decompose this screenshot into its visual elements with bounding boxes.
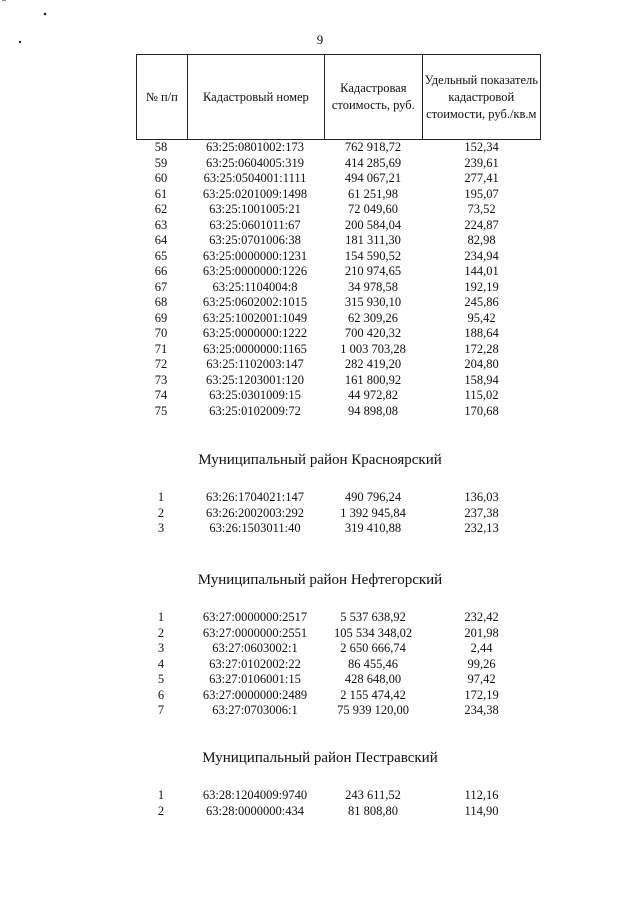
cadastral-number: 63:25:0000000:1231 (202, 248, 308, 263)
row-number: 1 (157, 788, 165, 802)
specific-value: 224,87 (464, 217, 499, 232)
header-specific-value: Удельный показатель кадастровой стоимости, руб./кв.м (422, 55, 540, 139)
cadastral-number: 63:27:0000000:2551 (202, 625, 308, 640)
cadastral-number: 63:25:1002001:1049 (202, 310, 308, 325)
row-number: 74 (154, 388, 168, 402)
specific-value: 172,19 (464, 687, 499, 702)
cadastral-number: 63:25:0102009:72 (209, 403, 301, 418)
row-number: 2 (157, 625, 165, 640)
cadastral-value: 72 049,60 (348, 202, 398, 216)
table-row (0, 788, 640, 804)
section-title-neftegorsky: Муниципальный район Нефтегорский (197, 572, 443, 588)
main-table-body (0, 140, 640, 419)
section-table-neftegorsky (0, 610, 640, 719)
row-number: 4 (157, 656, 165, 671)
table-row (0, 357, 640, 373)
row-number: 71 (154, 341, 168, 356)
row-number: 58 (154, 140, 168, 154)
table-row (0, 342, 640, 358)
cadastral-number: 63:25:0201009:1498 (202, 186, 308, 201)
table-row (0, 404, 640, 420)
specific-value: 82,98 (467, 233, 496, 247)
table-row (0, 156, 640, 172)
cadastral-value: 34 978,58 (348, 279, 398, 294)
table-row (0, 672, 640, 688)
page-number: 9 (316, 32, 324, 47)
row-number: 64 (154, 233, 168, 247)
table-row (0, 326, 640, 342)
scan-specks (0, 0, 640, 60)
cadastral-number: 63:25:0301009:15 (209, 388, 301, 402)
section-table-pestravsky (0, 788, 640, 819)
specific-value: 277,41 (464, 171, 499, 185)
specific-value: 192,19 (464, 279, 499, 294)
table-row (0, 506, 640, 522)
table-row (0, 280, 640, 296)
specific-value: 73,52 (467, 202, 496, 216)
row-number: 73 (154, 372, 168, 387)
table-row (0, 641, 640, 657)
cadastral-number: 63:27:0703006:1 (212, 703, 298, 717)
cadastral-value: 75 939 120,00 (337, 703, 409, 717)
cadastral-value: 428 648,00 (344, 672, 402, 686)
table-row (0, 233, 640, 249)
table-row (0, 140, 640, 156)
row-number: 72 (154, 357, 168, 371)
table-row (0, 295, 640, 311)
table-row (0, 249, 640, 265)
specific-value: 172,28 (464, 341, 499, 356)
table-row (0, 171, 640, 187)
cadastral-value: 2 650 666,74 (340, 641, 406, 655)
cadastral-value: 243 611,52 (345, 788, 401, 802)
cadastral-number: 63:25:0000000:1226 (202, 264, 308, 278)
cadastral-value: 81 808,80 (348, 803, 398, 818)
cadastral-number: 63:25:0000000:1222 (202, 326, 308, 340)
specific-value: 136,03 (464, 490, 499, 504)
row-number: 75 (154, 403, 168, 418)
cadastral-number: 63:25:0504001:1111 (203, 171, 307, 185)
cadastral-value: 61 251,98 (348, 186, 398, 201)
row-number: 60 (154, 171, 168, 185)
section-table-krasnoyarsky (0, 490, 640, 537)
cadastral-number: 63:27:0603002:1 (212, 641, 298, 655)
cadastral-value: 181 311,30 (345, 233, 401, 247)
row-number: 5 (157, 672, 165, 686)
cadastral-number: 63:25:0604005:319 (206, 155, 304, 170)
table-row (0, 688, 640, 704)
specific-value: 234,94 (464, 248, 499, 263)
cadastral-value: 490 796,24 (344, 490, 402, 504)
cadastral-number: 63:25:1203001:120 (206, 372, 304, 387)
cadastral-value: 105 534 348,02 (333, 625, 413, 640)
row-number: 67 (154, 279, 168, 294)
row-number: 59 (154, 155, 168, 170)
table-row (0, 521, 640, 537)
row-number: 62 (154, 202, 168, 216)
cadastral-number: 63:25:0601011:67 (209, 217, 301, 232)
header-cadastral-number: Кадастровый номер (187, 55, 324, 139)
specific-value: 195,07 (464, 186, 499, 201)
specific-value: 112,16 (464, 788, 499, 802)
specific-value: 114,90 (464, 803, 499, 818)
specific-value: 152,34 (464, 140, 499, 154)
row-number: 7 (157, 703, 165, 717)
specific-value: 115,02 (464, 388, 499, 402)
cadastral-value: 154 590,52 (344, 248, 402, 263)
header-cadastral-value: Кадастровая стоимость, руб. (324, 55, 422, 139)
cadastral-value: 161 800,92 (344, 372, 402, 387)
cadastral-number: 63:25:1001005:21 (209, 202, 301, 216)
section-title-krasnoyarsky: Муниципальный район Красноярский (198, 452, 442, 468)
cadastral-number: 63:25:0701006:38 (209, 233, 301, 247)
cadastral-value: 62 309,26 (348, 310, 398, 325)
specific-value: 234,38 (464, 703, 499, 717)
cadastral-value: 700 420,32 (344, 326, 402, 340)
cadastral-number: 63:27:0000000:2489 (202, 687, 308, 702)
specific-value: 95,42 (467, 310, 496, 325)
cadastral-number: 63:25:1102003:147 (206, 357, 304, 371)
row-number: 66 (154, 264, 168, 278)
specific-value: 239,61 (464, 155, 499, 170)
table-row (0, 264, 640, 280)
cadastral-value: 414 285,69 (344, 155, 402, 170)
specific-value: 97,42 (467, 672, 496, 686)
section-title-pestravsky: Муниципальный район Пестравский (202, 750, 438, 766)
table-row (0, 388, 640, 404)
table-row (0, 373, 640, 389)
specific-value: 232,42 (464, 610, 499, 624)
cadastral-number: 63:25:0602002:1015 (202, 295, 308, 309)
table-row (0, 490, 640, 506)
cadastral-value: 200 584,04 (344, 217, 402, 232)
specific-value: 2,44 (470, 641, 493, 655)
cadastral-value: 762 918,72 (344, 140, 402, 154)
cadastral-value: 282 419,20 (344, 357, 402, 371)
cadastral-number: 63:28:1204009:9740 (202, 788, 308, 802)
specific-value: 232,13 (464, 521, 499, 535)
cadastral-value: 1 392 945,84 (340, 505, 406, 520)
specific-value: 245,86 (464, 295, 499, 309)
cadastral-number: 63:26:1503011:40 (209, 521, 301, 535)
specific-value: 170,68 (464, 403, 499, 418)
row-number: 1 (157, 490, 165, 504)
table-row (0, 626, 640, 642)
table-header (136, 54, 541, 140)
table-row (0, 610, 640, 626)
row-number: 65 (154, 248, 168, 263)
row-number: 6 (157, 687, 165, 702)
row-number: 1 (157, 610, 165, 624)
cadastral-number: 63:28:0000000:434 (206, 803, 304, 818)
cadastral-number: 63:25:1104004:8 (212, 279, 298, 294)
row-number: 69 (154, 310, 168, 325)
cadastral-value: 315 930,10 (344, 295, 402, 309)
cadastral-number: 63:27:0106001:15 (209, 672, 301, 686)
table-row (0, 703, 640, 719)
table-row (0, 657, 640, 673)
cadastral-value: 94 898,08 (348, 403, 398, 418)
cadastral-number: 63:27:0102002:22 (209, 656, 301, 671)
row-number: 3 (157, 641, 165, 655)
specific-value: 158,94 (464, 372, 499, 387)
cadastral-value: 5 537 638,92 (340, 610, 406, 624)
cadastral-value: 44 972,82 (348, 388, 398, 402)
cadastral-number: 63:25:0000000:1165 (203, 341, 307, 356)
table-row (0, 804, 640, 820)
table-row (0, 187, 640, 203)
row-number: 61 (154, 186, 168, 201)
cadastral-number: 63:26:1704021:147 (206, 490, 304, 504)
cadastral-value: 86 455,46 (348, 656, 398, 671)
specific-value: 201,98 (464, 625, 499, 640)
table-row (0, 218, 640, 234)
row-number: 70 (154, 326, 168, 340)
row-number: 68 (154, 295, 168, 309)
row-number: 3 (157, 521, 165, 535)
cadastral-number: 63:25:0801002:173 (206, 140, 304, 154)
cadastral-value: 210 974,65 (344, 264, 402, 278)
row-number: 2 (157, 803, 165, 818)
cadastral-value: 2 155 474,42 (340, 687, 406, 702)
specific-value: 144,01 (464, 264, 499, 278)
row-number: 63 (154, 217, 168, 232)
cadastral-number: 63:26:2002003:292 (206, 505, 304, 520)
cadastral-number: 63:27:0000000:2517 (202, 610, 308, 624)
table-row (0, 311, 640, 327)
specific-value: 99,26 (467, 656, 496, 671)
cadastral-value: 319 410,88 (344, 521, 402, 535)
row-number: 2 (157, 505, 165, 520)
cadastral-value: 494 067,21 (344, 171, 402, 185)
specific-value: 204,80 (464, 357, 499, 371)
cadastral-value: 1 003 703,28 (340, 341, 406, 356)
specific-value: 188,64 (464, 326, 499, 340)
table-row (0, 202, 640, 218)
header-number: № п/п (145, 89, 178, 104)
specific-value: 237,38 (464, 505, 499, 520)
